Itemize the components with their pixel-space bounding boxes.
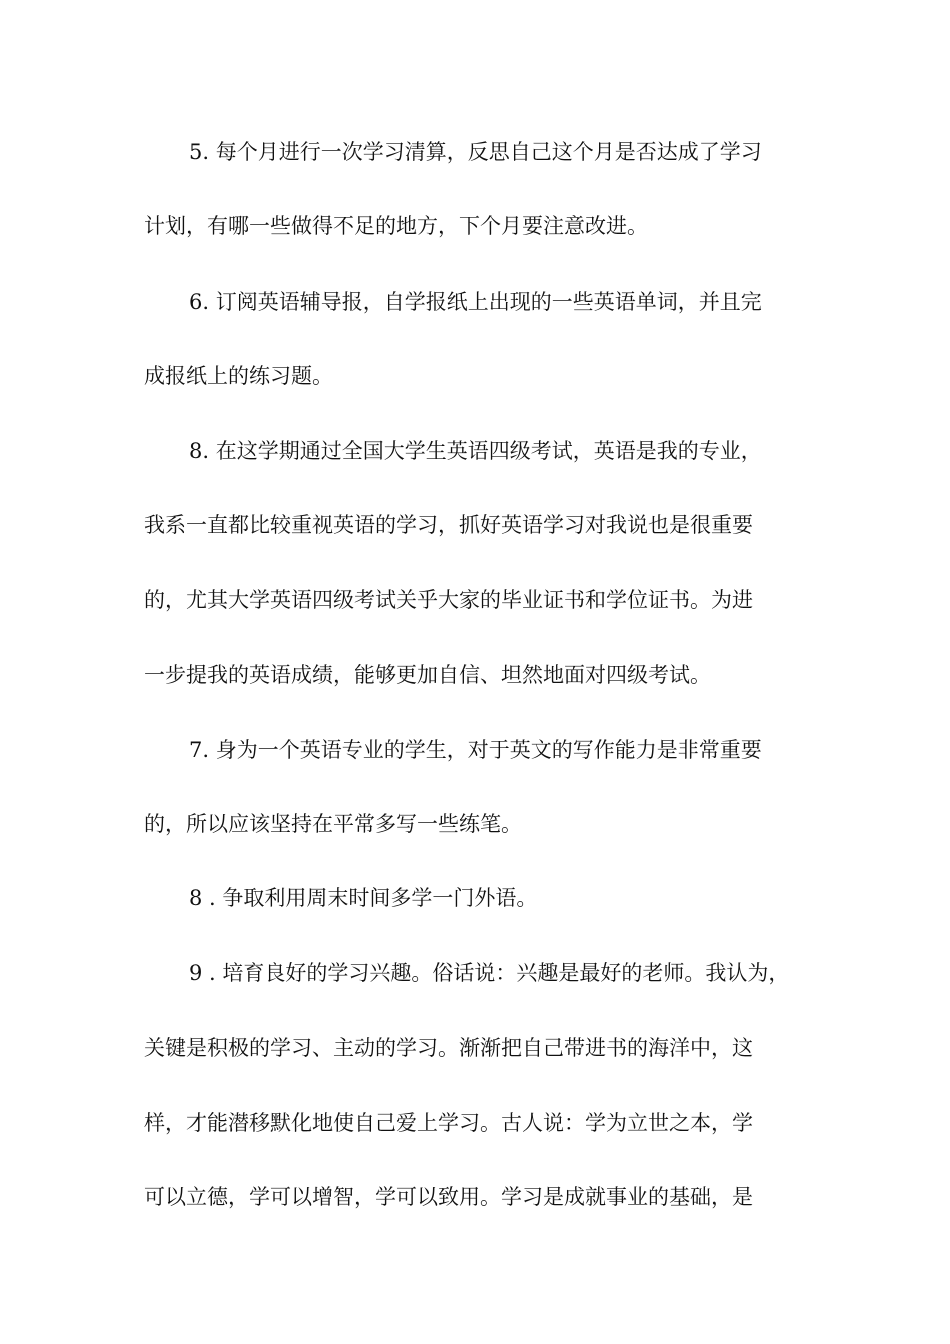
paragraph-line: 6. 订阅英语辅导报，自学报纸上出现的一些英语单词，并且完	[189, 290, 762, 314]
paragraph-line: 的，尤其大学英语四级考试关乎大家的毕业证书和学位证书。为进	[144, 588, 753, 612]
paragraph-line: 9 . 培育良好的学习兴趣。俗话说：兴趣是最好的老师。我认为，	[189, 961, 790, 985]
paragraph-line: 8. 在这学期通过全国大学生英语四级考试，英语是我的专业，	[189, 439, 762, 463]
paragraph-line: 5. 每个月进行一次学习清算，反思自己这个月是否达成了学习	[189, 140, 762, 164]
paragraph-line: 样，才能潜移默化地使自己爱上学习。古人说：学为立世之本，学	[144, 1111, 753, 1135]
paragraph-line: 一步提我的英语成绩，能够更加自信、坦然地面对四级考试。	[144, 663, 711, 687]
paragraph-line: 计划，有哪一些做得不足的地方，下个月要注意改进。	[144, 214, 648, 238]
paragraph-line: 我系一直都比较重视英语的学习，抓好英语学习对我说也是很重要	[144, 513, 753, 537]
paragraph-line: 关键是积极的学习、主动的学习。渐渐把自己带进书的海洋中，这	[144, 1036, 753, 1060]
paragraph-line: 7. 身为一个英语专业的学生，对于英文的写作能力是非常重要	[189, 738, 762, 762]
paragraph-line: 的，所以应该坚持在平常多写一些练笔。	[144, 812, 522, 836]
paragraph-line: 可以立德，学可以增智，学可以致用。学习是成就事业的基础，是	[144, 1185, 753, 1209]
paragraph-line: 8 . 争取利用周末时间多学一门外语。	[189, 886, 538, 910]
paragraph-line: 成报纸上的练习题。	[144, 364, 333, 388]
